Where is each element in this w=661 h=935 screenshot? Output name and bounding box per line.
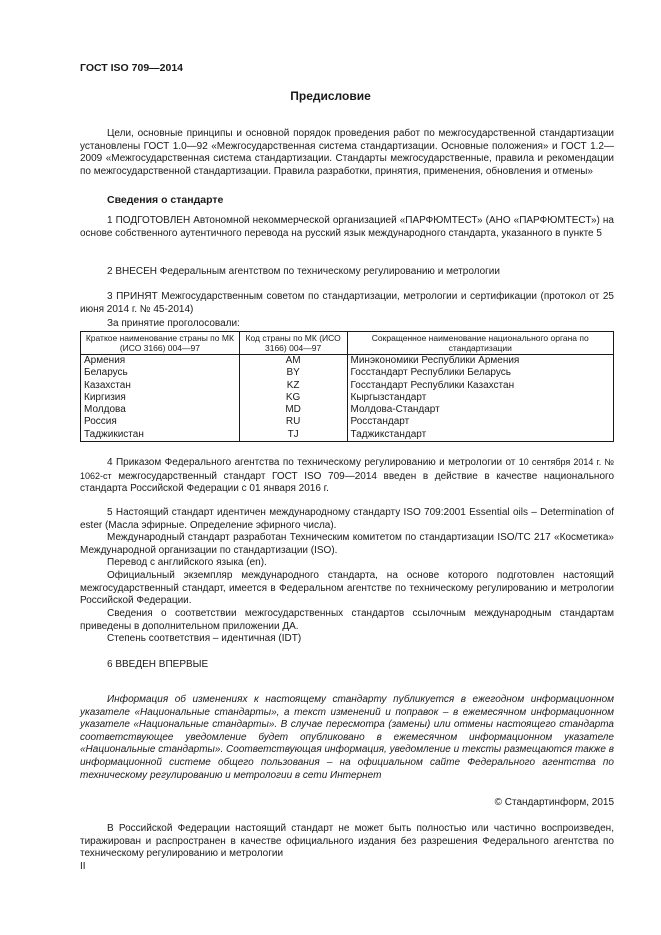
item-2-submitted: 2 ВНЕСЕН Федеральным агентством по техническому регулированию и метрологии [107,266,500,277]
vote-label: За принятие проголосовали: [107,318,240,329]
code-cell: AM [239,355,347,368]
code-cell: BY [239,367,347,379]
section-subheading: Сведения о стандарте [107,194,224,206]
table-row [81,380,614,392]
item-4-order [80,456,614,496]
country-cell: Армения [81,355,240,368]
code-cell: KG [239,392,347,404]
item-3-adopted: 3 ПРИНЯТ Межгосударственным советом по стандартизации, метрологии и сертификации (протокол от 25 июня 2014 г. № 45-2014) [80,291,614,315]
item-4-text-b: межгосударственный стандарт ГОСТ ISO 709—2014 введен в действие в качестве национального стандарта Российской Федерации с 01 января 2016 г. [80,470,614,495]
column-header-code: Код страны по МК (ИСО 3166) 004—97 [239,332,347,355]
body-cell: Госстандарт Республики Беларусь [347,367,613,379]
country-cell: Киргизия [81,392,240,404]
table-header-row [81,332,614,355]
member-countries-table [80,331,614,442]
body-cell: Минэкономики Республики Армения [347,355,613,368]
item-5-translation: Перевод с английского языка (en). [107,557,267,568]
body-cell: Кыргызстандарт [347,392,613,404]
item-1-prepared: 1 ПОДГОТОВЛЕН Автономной некоммерческой организацией «ПАРФЮМТЕСТ» (АНО «ПАРФЮМТЕСТ») на основе собственного аутентичного перевода на русский язык международного стандарта, указанного в пункте 5 [80,215,614,239]
item-4-text-a: 4 Приказом Федерального агентства по техническому регулированию и метрологии от [107,457,519,468]
table-row [81,355,614,368]
country-cell: Россия [81,416,240,428]
column-header-body: Сокращенное наименование национального органа по стандартизации [347,332,613,355]
copyright-line: © Стандартинформ, 2015 [494,797,614,808]
body-cell: Таджикстандарт [347,429,613,442]
intro-paragraph: Цели, основные принципы и основной порядок проведения работ по межгосударственной стандартизации установлены ГОСТ 1.0—92 «Межгосударственная система стандартизации. Основные положения» и ГОСТ 1.2—2009 «Межгосударственная система стандартизации. Стандарты межгосударственные, правила и рекомендации по межгосударственной стандартизации. Правила разработки, принятия, применения, обновления и отмены» [80,128,614,177]
code-cell: TJ [239,429,347,442]
page-number: II [80,861,86,872]
legal-notice: В Российской Федерации настоящий стандарт не может быть полностью или частично воспроизведен, тиражирован и распространен в качестве официального издания без разрешения Федерального агентства по техническому регулированию и метрологии [80,823,614,860]
table-row [81,429,614,442]
table-row [81,416,614,428]
country-cell: Беларусь [81,367,240,379]
item-4-order-date: 10 сентября 2014 г. № 1062-ст [80,457,614,481]
code-cell: MD [239,404,347,416]
body-cell: Госстандарт Республики Казахстан [347,380,613,392]
code-cell: RU [239,416,347,428]
item-5-references: Сведения о соответствии межгосударственных стандартов ссылочным международным стандартам приведены в дополнительном приложении ДА. [80,608,614,632]
table-row [81,367,614,379]
item-6-introduced: 6 ВВЕДЕН ВПЕРВЫЕ [107,659,209,670]
column-header-country: Краткое наименование страны по МК (ИСО 3166) 004—97 [81,332,240,355]
item-5-official-copy: Официальный экземпляр международного стандарта, на основе которого подготовлен настоящий межгосударственный стандарт, имеется в Федеральном агентстве по техническому регулированию и метрологии Российской Федерации. [80,570,614,607]
item-5-developer: Международный стандарт разработан Техническим комитетом по стандартизации ISO/TC 217 «Косметика» Международной организации по стандартизации (ISO). [80,532,614,556]
country-cell: Молдова [81,404,240,416]
document-code: ГОСТ ISO 709—2014 [80,62,184,74]
code-cell: KZ [239,380,347,392]
table-row [81,404,614,416]
body-cell: Росстандарт [347,416,613,428]
page-title: Предисловие [290,89,371,103]
item-5-identical: 5 Настоящий стандарт идентичен международному стандарту ISO 709:2001 Essential oils – Determination of ester (Масла эфирные. Определение эфирного числа). [80,507,614,531]
country-cell: Таджикистан [81,429,240,442]
item-5-degree: Степень соответствия – идентичная (IDT) [107,633,302,644]
table-row [81,392,614,404]
country-cell: Казахстан [81,380,240,392]
body-cell: Молдова-Стандарт [347,404,613,416]
change-info-note: Информация об изменениях к настоящему стандарту публикуется в ежегодном информационном указателе «Национальные стандарты», а текст изменений и поправок – в ежемесячном информационном указателе «Национальные стандарты». В случае пересмотра (замены) или отмены настоящего стандарта соответствующее уведомление будет опубликовано в ежемесячном информационном указателе «Национальные стандарты». Соответствующая информация, уведомление и тексты размещаются также в информационной системе общего пользования – на официальном сайте Федерального агентства по техническому регулированию и метрологии в сети Интернет [80,694,614,781]
